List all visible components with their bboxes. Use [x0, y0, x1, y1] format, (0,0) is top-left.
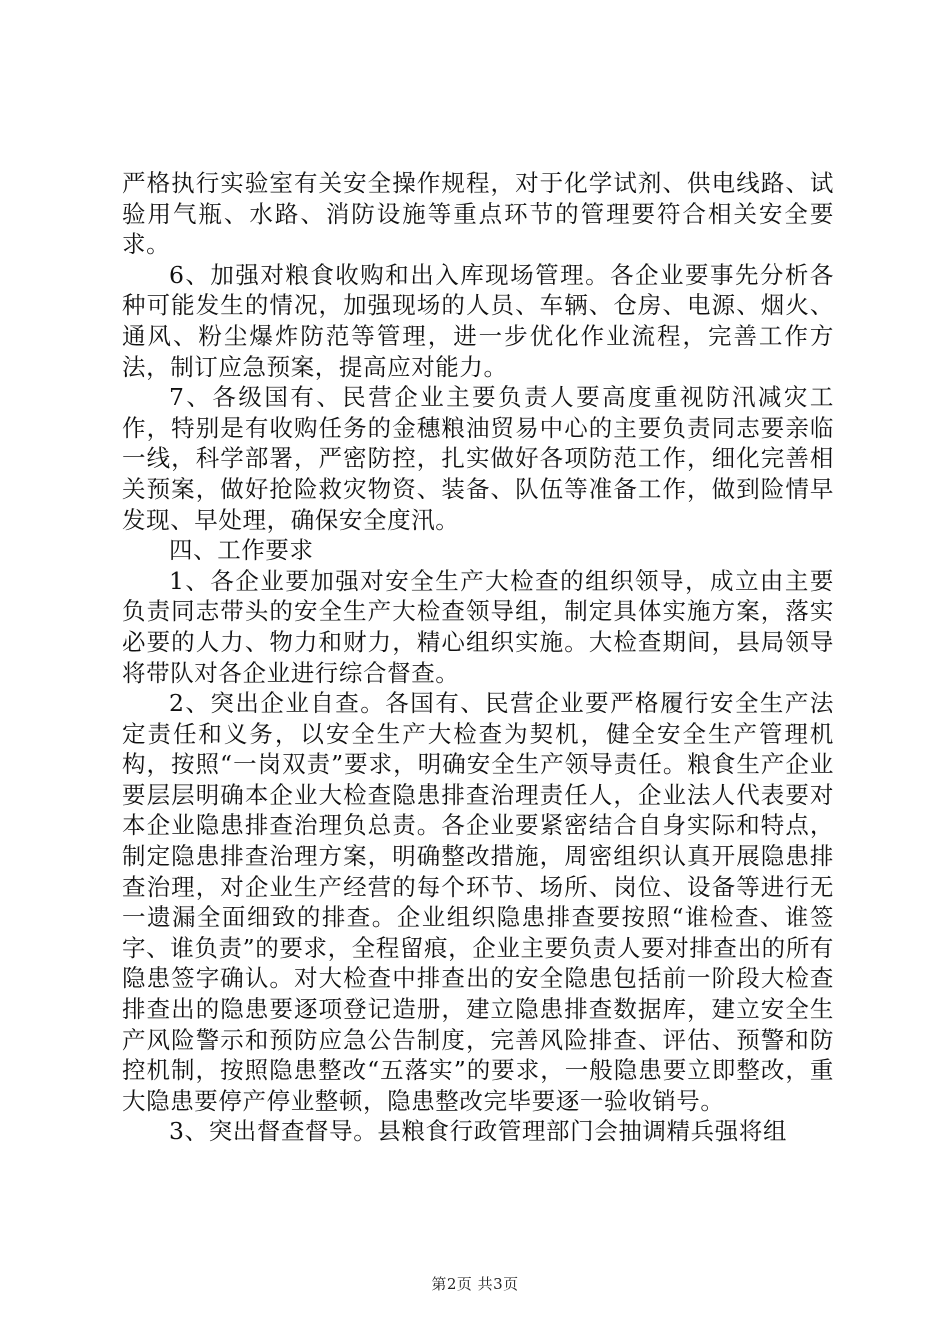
paragraph-7: 3、突出督查督导。县粮食行政管理部门会抽调精兵强将组	[169, 1117, 788, 1146]
section-heading-work-requirements: 四、工作要求	[169, 536, 314, 565]
paragraph-5: 1、各企业要加强对安全生产大检查的组织领导，成立由主要负责同志带头的安全生产大检查领导组，制定具体实施方案，落实必要的人力、物力和财力，精心组织实施。大检查期间，县局领导将带队对各企业进行综合督查。	[122, 566, 834, 687]
document-body	[122, 168, 834, 1147]
page-number-footer: 第2页 共3页	[431, 1275, 519, 1293]
paragraph-3: 7、各级国有、民营企业主要负责人要高度重视防汛减灾工作，特别是有收购任务的金穗粮油贸易中心的主要负责同志要亲临一线，科学部署，严密防控，扎实做好各项防范工作，细化完善相关预案，做好抢险救灾物资、装备、队伍等准备工作，做到险情早发现、早处理，确保安全度汛。	[122, 383, 834, 534]
paragraph-2: 6、加强对粮食收购和出入库现场管理。各企业要事先分析各种可能发生的情况，加强现场的人员、车辆、仓房、电源、烟火、通风、粉尘爆炸防范等管理，进一步优化作业流程，完善工作方法，制订应急预案，提高应对能力。	[122, 260, 834, 381]
paragraph-6: 2、突出企业自查。各国有、民营企业要严格履行安全生产法定责任和义务，以安全生产大检查为契机，健全安全生产管理机构，按照“一岗双责”要求，明确安全生产领导责任。粮食生产企业要层层明确本企业大检查隐患排查治理责任人，企业法人代表要对本企业隐患排查治理负总责。各企业要紧密结合自身实际和特点，制定隐患排查治理方案，明确整改措施，周密组织认真开展隐患排查治理，对企业生产经营的每个环节、场所、岗位、设备等进行无一遗漏全面细致的排查。企业组织隐患排查要按照“谁检查、谁签字、谁负责”的要求，全程留痕，企业主要负责人要对排查出的所有隐患签字确认。对大检查中排查出的安全隐患包括前一阶段大检查排查出的隐患要逐项登记造册，建立隐患排查数据库，建立安全生产风险警示和预防应急公告制度，完善风险排查、评估、预警和防控机制，按照隐患整改“五落实”的要求，一般隐患要立即整改，重大隐患要停产停业整顿，隐患整改完毕要逐一验收销号。	[122, 689, 834, 1115]
paragraph-1: 严格执行实验室有关安全操作规程，对于化学试剂、供电线路、试验用气瓶、水路、消防设施等重点环节的管理要符合相关安全要求。	[122, 169, 834, 259]
